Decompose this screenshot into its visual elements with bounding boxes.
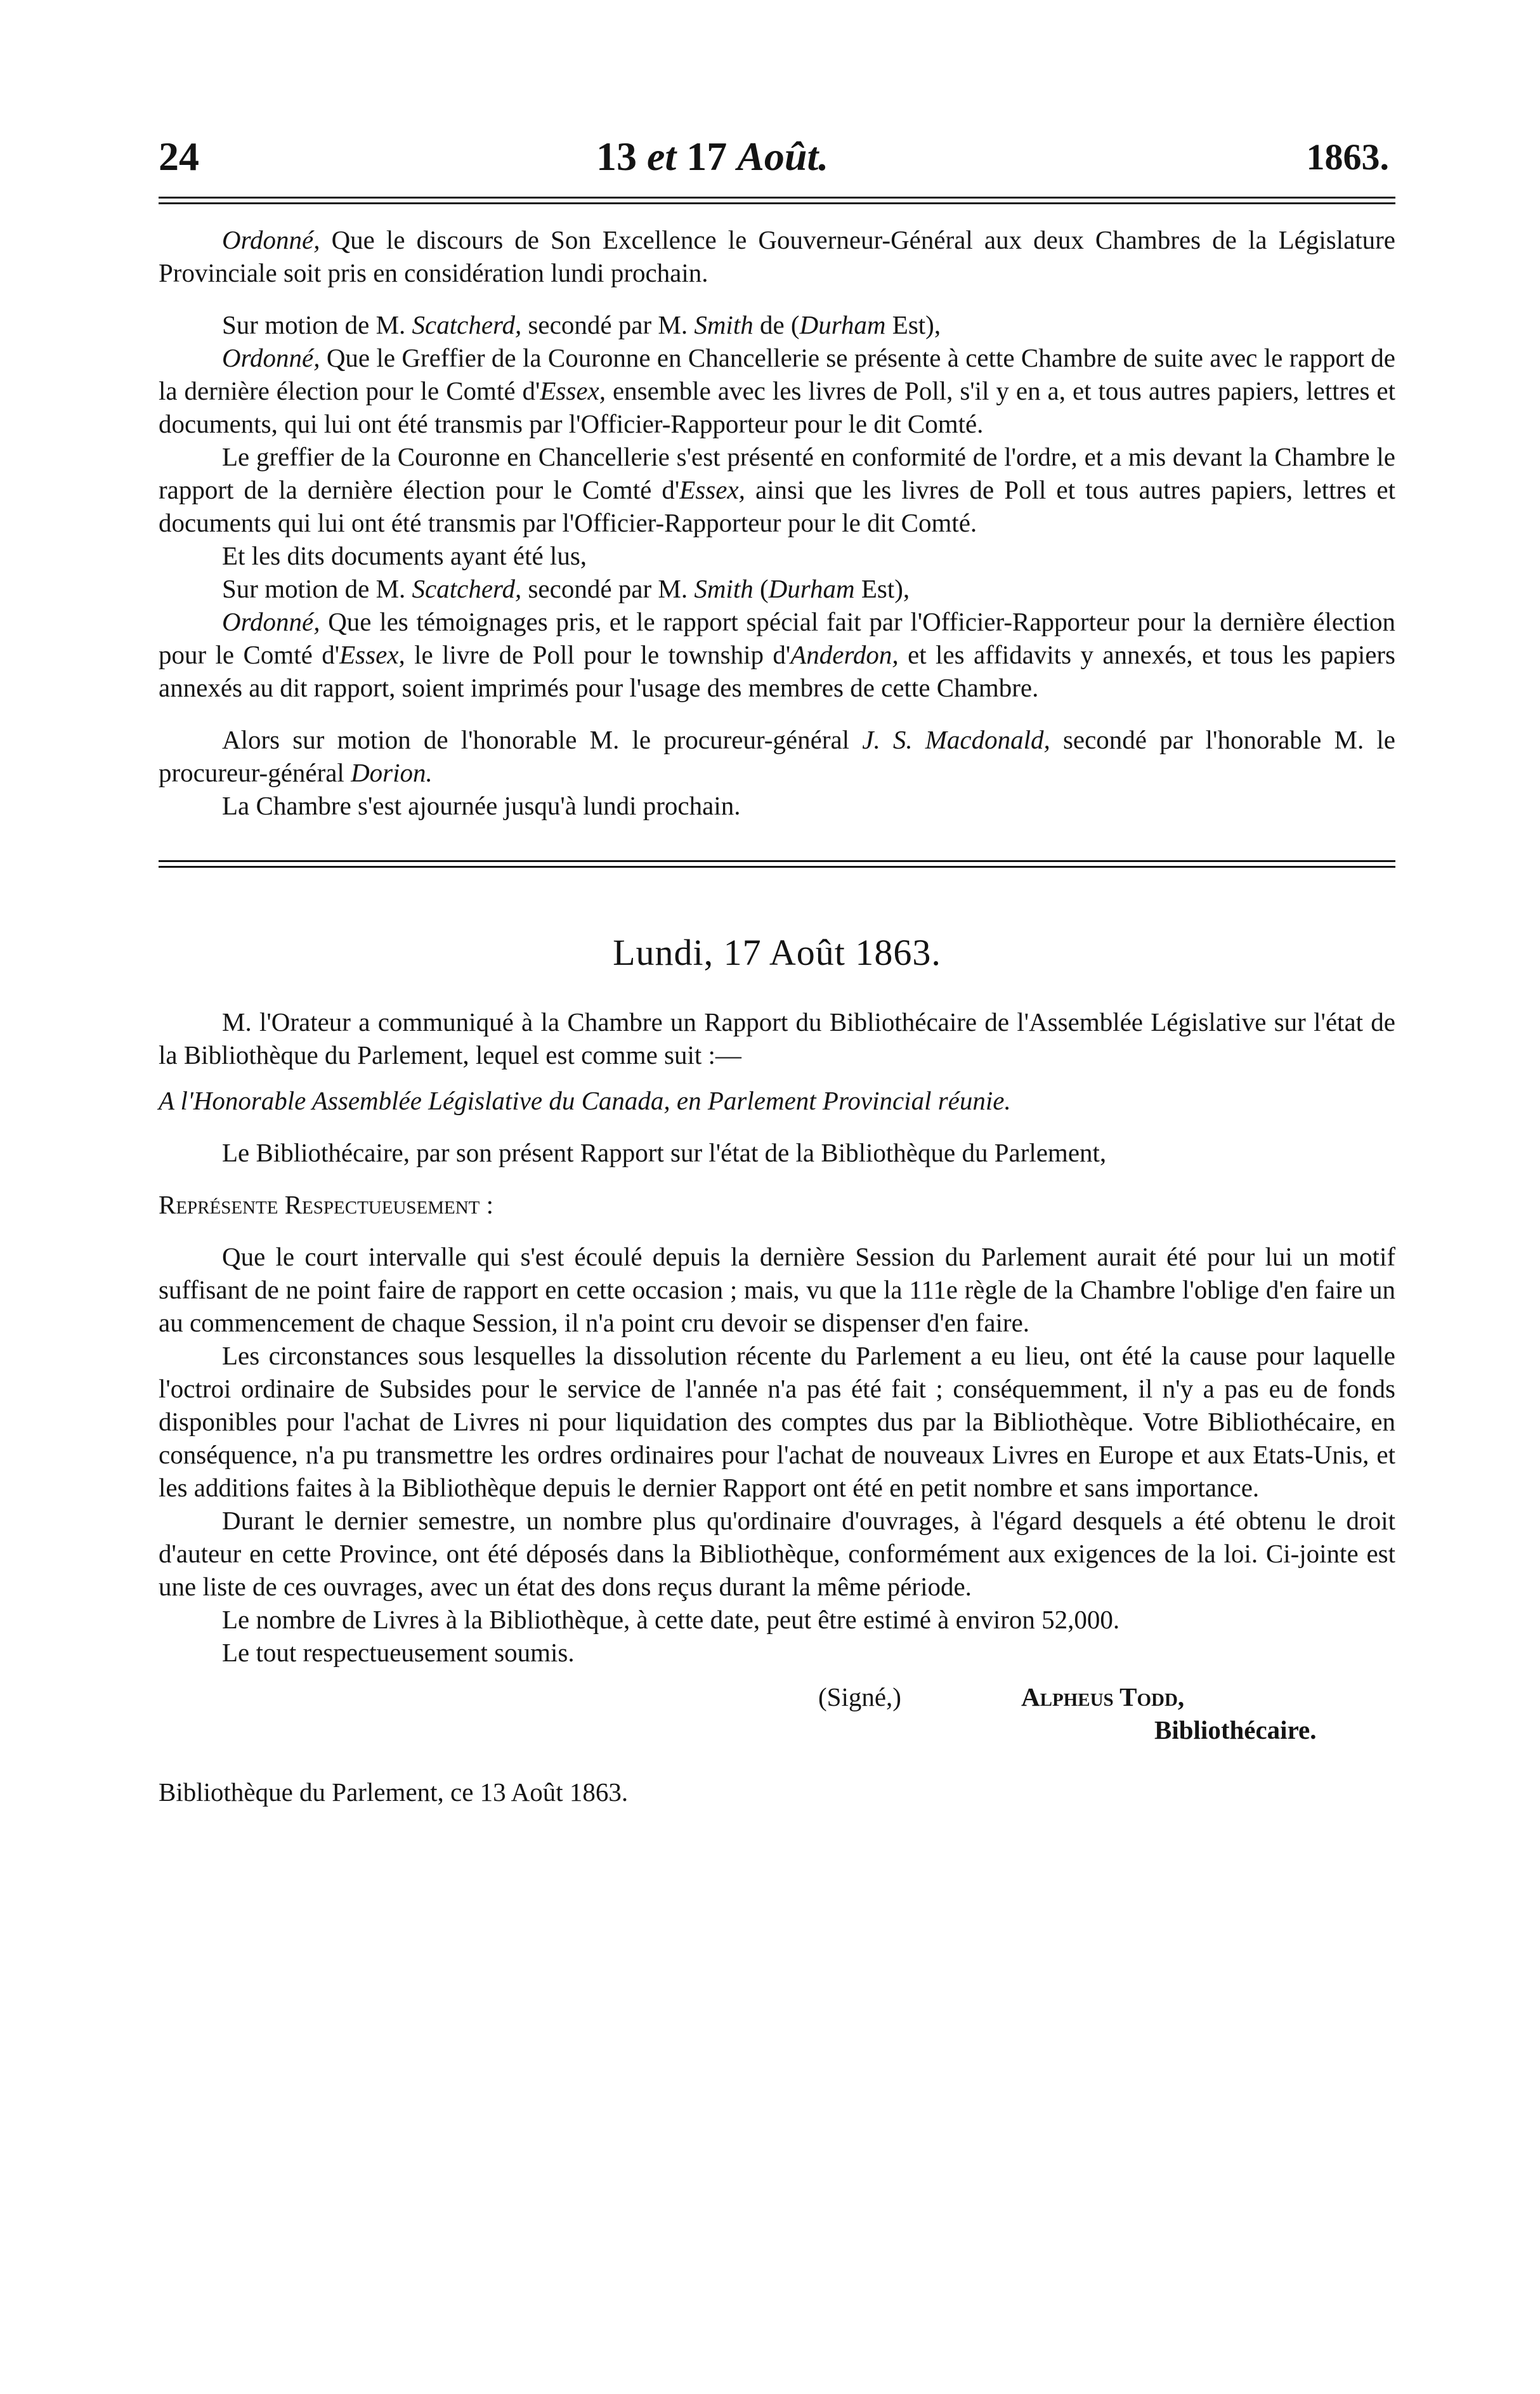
paragraph-order-print	[159, 605, 1395, 704]
member-name: Smith	[694, 574, 754, 603]
date-day-2: 17	[686, 134, 728, 179]
paragraph-book-count: Le nombre de Livres à la Bibliothèque, à cette date, peut être estimé à environ 52,000.	[222, 1605, 1120, 1634]
section-rule	[159, 860, 1395, 868]
paragraph-text: Que le discours de Son Excellence le Gouverneur-Général aux deux Chambres de la Législature Provinciale soit pris en considération lundi prochain.	[159, 225, 1396, 287]
signed-label: (Signé,)	[818, 1682, 901, 1711]
text-run: de (	[759, 310, 800, 339]
running-year: 1863.	[1306, 136, 1389, 178]
text-run: ensemble avec les livres de Poll, s'il y en a, et tous autres papiers, lettres et documents, qui lui ont été transmis par l'Officier-Rapporteur pour le dit Comté.	[159, 376, 1396, 438]
text-run: Est),	[892, 310, 941, 339]
paragraph-semester: Durant le dernier semestre, un nombre plus qu'ordinaire d'ouvrages, à l'égard desquels a été obtenu le droit d'auteur en cette Province, ont été déposés dans la Bibliothèque, conformément aux exigences de la loi. Ci-jointe est une liste de ces ouvrages, avec un état des dons reçus durant la même période.	[159, 1506, 1395, 1601]
text-run: secondé par M.	[528, 310, 688, 339]
paragraph-interval: Que le court intervalle qui s'est écoulé depuis la dernière Session du Parlement aurait été pour lui un motif suffisant de ne point faire de rapport en cette occasion ; mais, vu que la 111e règle de la Chambre l'oblige d'en faire un au commencement de chaque Session, il n'a point cru devoir se dispenser d'en faire.	[159, 1242, 1395, 1337]
member-name: Scatcherd,	[412, 310, 522, 339]
date-day-1: 13	[596, 134, 637, 179]
county-name: Durham	[768, 574, 855, 603]
county-name: Essex,	[339, 640, 405, 669]
paragraph-librarian: Le Bibliothécaire, par son présent Rapport sur l'état de la Bibliothèque du Parlement,	[222, 1138, 1107, 1167]
county-name: Essex,	[540, 376, 606, 405]
page-header	[159, 127, 1395, 197]
signer-title: Bibliothécaire.	[1154, 1715, 1317, 1744]
text-run: le livre de Poll pour le township d'	[414, 640, 791, 669]
header-rule	[159, 197, 1395, 204]
order-lead: Ordonné,	[222, 343, 320, 372]
text-run: Est),	[861, 574, 910, 603]
text-run: Sur motion de M.	[222, 574, 406, 603]
paragraph-greffier-present	[159, 440, 1395, 539]
text-run: Que le Greffier de la Couronne en Chancellerie se présente à cette Chambre de suite avec le rapport de la dernière élection pour le Comté d'	[159, 343, 1396, 405]
paragraph-adjourn-motion	[159, 723, 1395, 789]
township-name: Anderdon,	[790, 640, 899, 669]
paragraph-submitted: Le tout respectueusement soumis.	[222, 1638, 575, 1667]
paragraph-circumstances: Les circonstances sous lesquelles la dissolution récente du Parlement a eu lieu, ont été la cause pour laquelle l'octroi ordinaire de Subsides pour le service de l'année n'a pas été fait ; conséquemment, il n'y a pas eu de fonds disponibles pour l'achat de Livres ni pour liquidation des comptes dus par la Bibliothèque. Votre Bibliothécaire, en conséquence, n'a pu transmettre les ordres ordinaires pour l'achat de nouveaux Livres en Europe et aux Etats-Unis, et les additions faites à la Bibliothèque depuis le dernier Rapport ont été en petit nombre et sans importance.	[159, 1341, 1395, 1502]
paragraph-adjourned: La Chambre s'est ajournée jusqu'à lundi prochain.	[222, 791, 741, 820]
member-name: Dorion.	[351, 758, 433, 787]
spacer	[159, 204, 1395, 223]
spacer	[159, 822, 1395, 860]
member-name: Scatcherd,	[412, 574, 522, 603]
date-conjunction: et	[647, 134, 677, 179]
order-lead: Ordonné,	[222, 607, 320, 636]
order-lead: Ordonné,	[222, 225, 320, 254]
text-run: et les affidavits y annexés, et tous les papiers annexés au dit rapport, soient imprimés pour l'usage des membres de cette Chambre.	[159, 640, 1396, 702]
text-run: Le greffier de la Couronne en Chancellerie s'est présenté en conformité de l'ordre, et a mis devant la Chambre le rapport de la dernière élection pour le Comté d'	[159, 442, 1395, 504]
text-run: secondé par M.	[528, 574, 688, 603]
paragraph-speaker: M. l'Orateur a communiqué à la Chambre un Rapport du Bibliothécaire de l'Assemblée Législative sur l'état de la Bibliothèque du Parlement, lequel est comme suit :—	[159, 1007, 1395, 1069]
spacer	[159, 1169, 1395, 1188]
county-name: Durham	[799, 310, 886, 339]
represente-heading: Représente Respectueusement :	[159, 1190, 494, 1219]
signature-block	[159, 1682, 1395, 1751]
date-month: Août.	[737, 134, 829, 179]
text-run: ainsi que les livres de Poll et tous autres papiers, lettres et documents qui lui ont été transmis par l'Officier-Rapporteur pour le dit Comté.	[159, 475, 1396, 537]
paragraph-motion-1	[159, 308, 1395, 341]
running-date	[596, 133, 828, 180]
paragraph-documents-read: Et les dits documents ayant été lus,	[222, 541, 587, 570]
paragraph-motion-2	[159, 572, 1395, 605]
paragraph-order-speech	[159, 223, 1395, 289]
addressee-line: A l'Honorable Assemblée Législative du Canada, en Parlement Provincial réunie.	[159, 1086, 1011, 1115]
document-page	[159, 127, 1395, 1807]
text-run: Sur motion de M.	[222, 310, 406, 339]
page-number: 24	[159, 134, 199, 179]
place-date-line: Bibliothèque du Parlement, ce 13 Août 1863.	[159, 1777, 629, 1807]
paragraph-order-greffier	[159, 341, 1395, 440]
text-run: Que les témoignages pris, et le rapport spécial fait par l'Officier-Rapporteur pour la dernière élection pour le Comté d'	[159, 607, 1395, 669]
signer-name: Alpheus Todd,	[1021, 1682, 1185, 1711]
text-run: secondé par l'honorable M. le procureur-général	[159, 725, 1396, 787]
county-name: Essex,	[679, 475, 745, 504]
spacer	[159, 704, 1395, 723]
spacer	[159, 289, 1395, 308]
text-run: Alors sur motion de l'honorable M. le procureur-général	[222, 725, 850, 754]
day-heading: Lundi, 17 Août 1863.	[613, 932, 941, 973]
text-run: (	[759, 574, 769, 603]
member-name: Smith	[694, 310, 754, 339]
member-name: J. S. Macdonald,	[862, 725, 1050, 754]
spacer	[159, 1221, 1395, 1240]
